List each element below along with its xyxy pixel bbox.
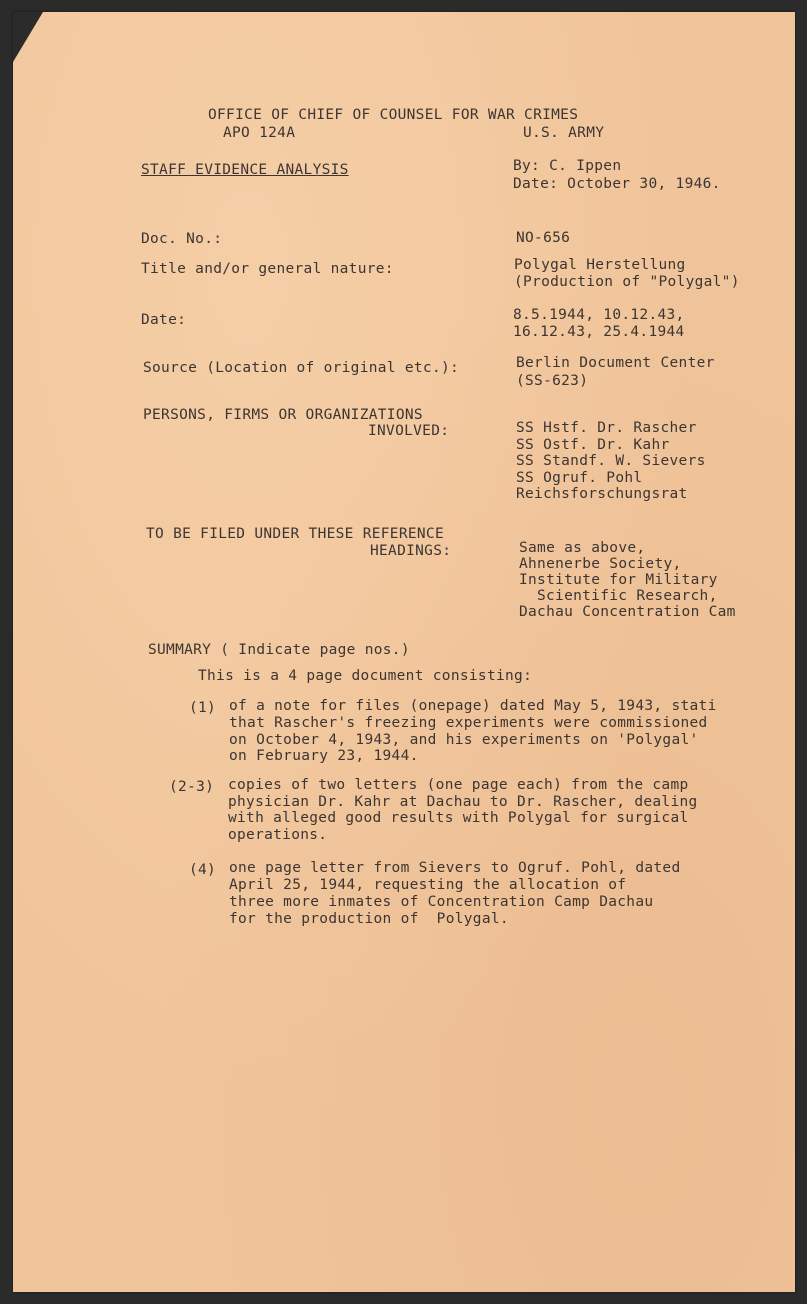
person-entry: Reichsforschungsrat bbox=[516, 486, 688, 502]
doc-no-label: Doc. No.: bbox=[141, 231, 223, 247]
title-value-line: (Production of "Polygal") bbox=[514, 274, 740, 290]
summary-item-line: one page letter from Sievers to Ogruf. Pohl, dated bbox=[229, 860, 681, 876]
document-page bbox=[13, 12, 795, 1292]
person-entry: SS Hstf. Dr. Rascher bbox=[516, 420, 697, 436]
summary-item-line: with alleged good results with Polygal for surgical bbox=[228, 810, 689, 826]
summary-item-number: (1) bbox=[189, 700, 217, 716]
analyst-name: By: C. Ippen bbox=[513, 158, 622, 174]
reference-heading: Institute for Military bbox=[519, 572, 718, 588]
reference-heading: Dachau Concentration Cam bbox=[519, 604, 736, 620]
source-value-line: (SS-623) bbox=[516, 373, 589, 389]
person-entry: SS Standf. W. Sievers bbox=[516, 453, 706, 469]
torn-corner bbox=[13, 12, 43, 62]
filed-label: TO BE FILED UNDER THESE REFERENCE bbox=[146, 526, 444, 542]
reference-heading: Ahnenerbe Society, bbox=[519, 556, 682, 572]
date-value-line: 16.12.43, 25.4.1944 bbox=[513, 324, 685, 340]
summary-item-line: operations. bbox=[228, 827, 328, 843]
army-line: U.S. ARMY bbox=[523, 125, 605, 141]
summary-item-line: three more inmates of Concentration Camp Dachau bbox=[229, 894, 654, 910]
source-value-line: Berlin Document Center bbox=[516, 355, 715, 371]
date-label: Date: bbox=[141, 312, 187, 328]
summary-item-number: (4) bbox=[189, 862, 217, 878]
summary-item-line: for the production of Polygal. bbox=[229, 911, 509, 927]
summary-item-line: that Rascher's freezing experiments were commissioned bbox=[229, 715, 708, 731]
apo-line: APO 124A bbox=[223, 125, 296, 141]
summary-item-line: of a note for files (onepage) dated May 5, 1943, stati bbox=[229, 698, 717, 714]
person-entry: SS Ogruf. Pohl bbox=[516, 470, 643, 486]
summary-item-line: physician Dr. Kahr at Dachau to Dr. Rascher, dealing bbox=[228, 794, 698, 810]
analysis-title: STAFF EVIDENCE ANALYSIS bbox=[141, 162, 349, 178]
persons-label: INVOLVED: bbox=[368, 423, 450, 439]
reference-heading: Same as above, bbox=[519, 540, 646, 556]
office-heading: OFFICE OF CHIEF OF COUNSEL FOR WAR CRIMES bbox=[208, 107, 579, 123]
reference-heading: Scientific Research, bbox=[537, 588, 718, 604]
analysis-date: Date: October 30, 1946. bbox=[513, 176, 721, 192]
filed-label: HEADINGS: bbox=[370, 543, 452, 559]
persons-label: PERSONS, FIRMS OR ORGANIZATIONS bbox=[143, 407, 423, 423]
title-value-line: Polygal Herstellung bbox=[514, 257, 686, 273]
summary-item-line: on October 4, 1943, and his experiments on 'Polygal' bbox=[229, 732, 699, 748]
summary-intro: This is a 4 page document consisting: bbox=[198, 668, 533, 684]
summary-item-number: (2-3) bbox=[169, 779, 215, 795]
summary-item-line: on February 23, 1944. bbox=[229, 748, 419, 764]
date-value-line: 8.5.1944, 10.12.43, bbox=[513, 307, 685, 323]
doc-no-value: NO-656 bbox=[516, 230, 571, 246]
source-label: Source (Location of original etc.): bbox=[143, 360, 460, 376]
title-label: Title and/or general nature: bbox=[141, 261, 394, 277]
summary-label: SUMMARY ( Indicate page nos.) bbox=[148, 642, 410, 658]
summary-item-line: April 25, 1944, requesting the allocation of bbox=[229, 877, 627, 893]
summary-item-line: copies of two letters (one page each) from the camp bbox=[228, 777, 689, 793]
person-entry: SS Ostf. Dr. Kahr bbox=[516, 437, 670, 453]
